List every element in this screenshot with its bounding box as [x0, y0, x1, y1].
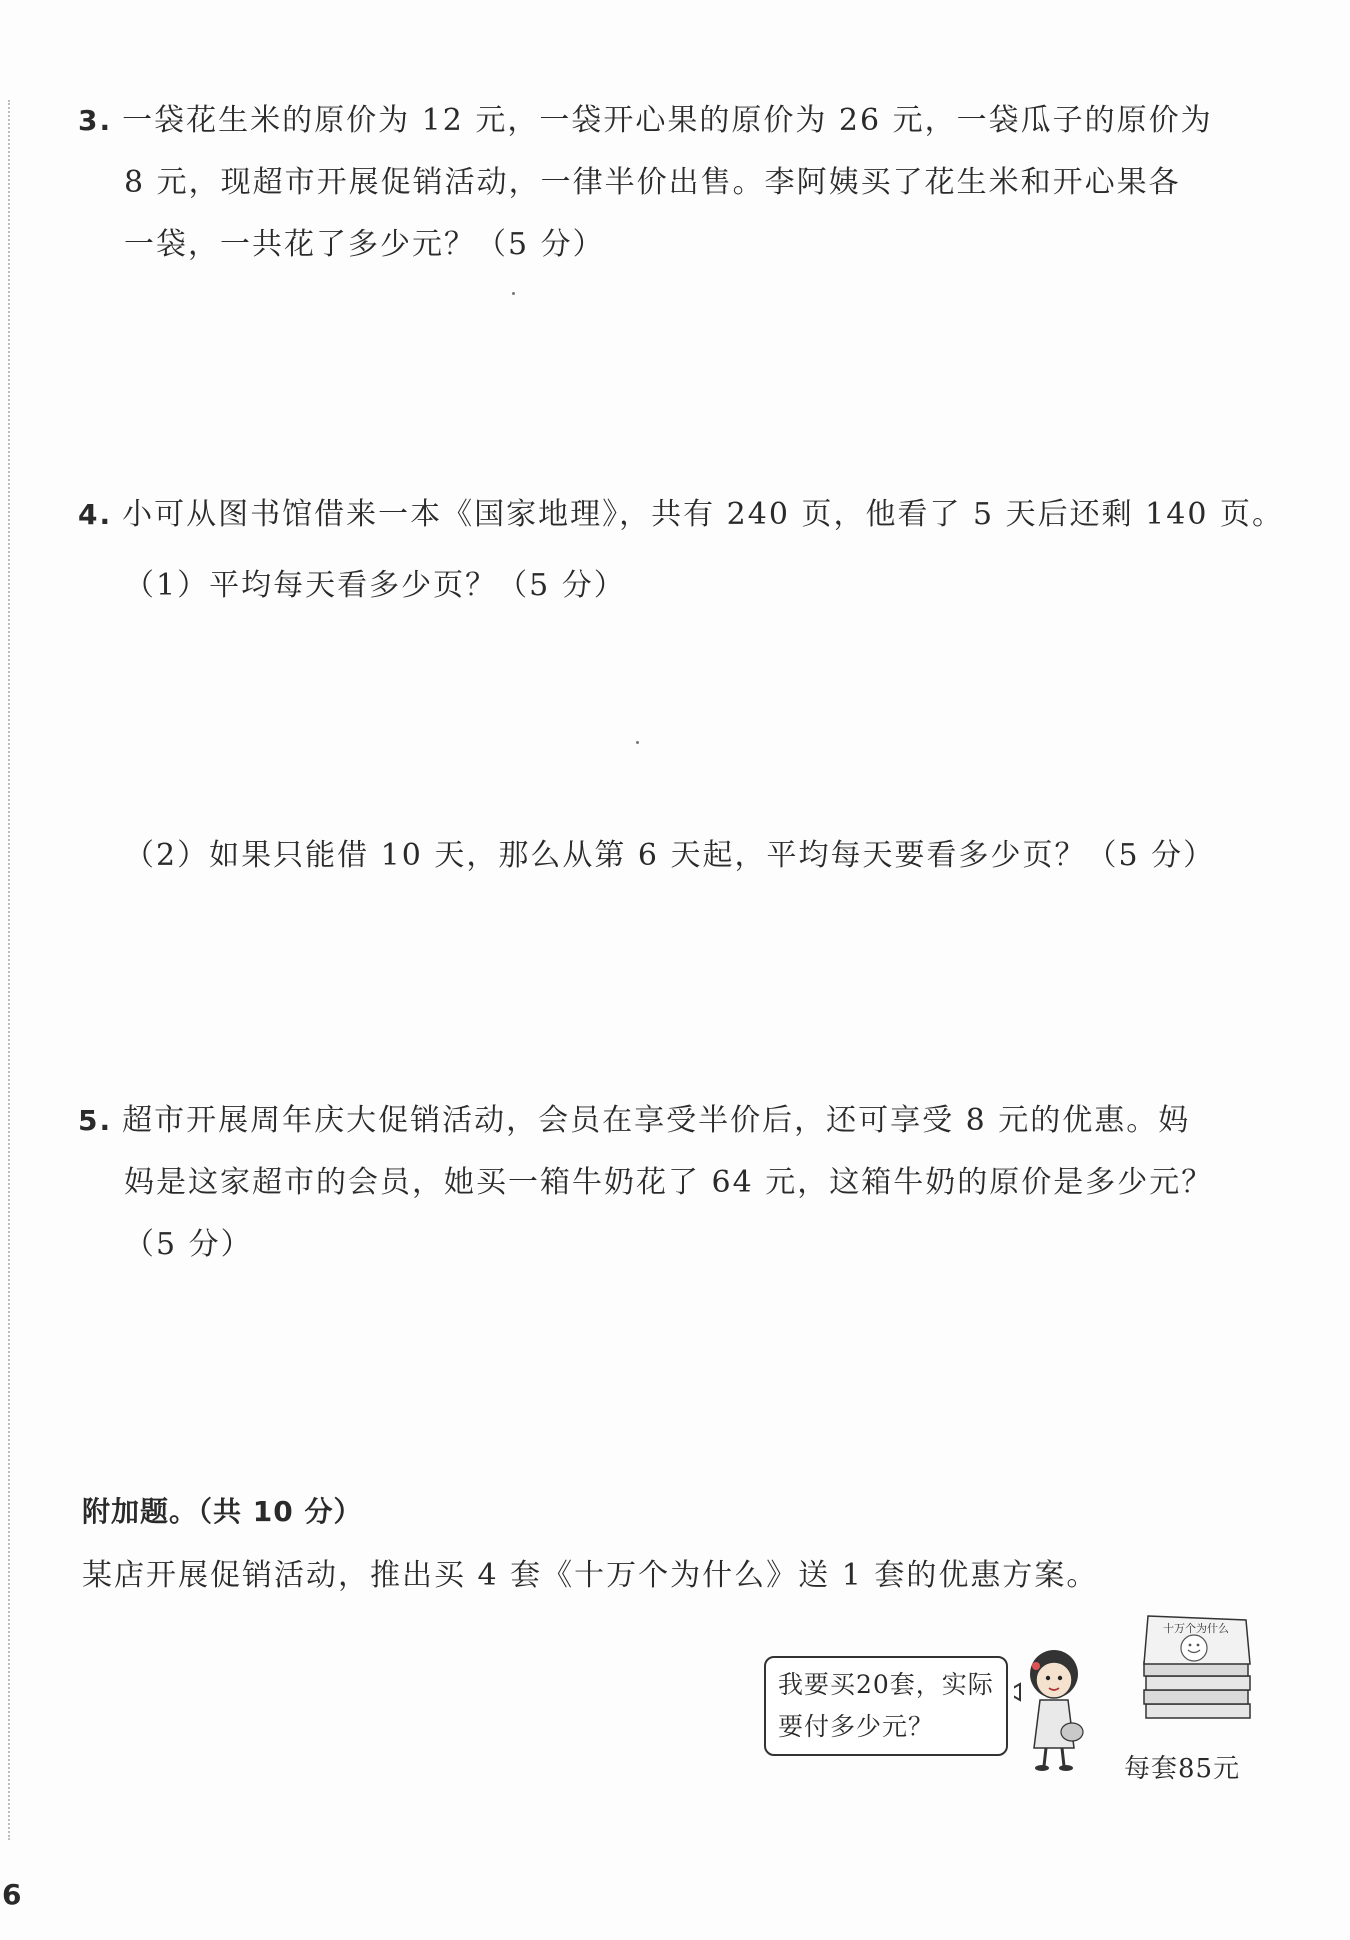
question-text-line: （5 分） — [124, 1227, 253, 1262]
question-text-line: 小可从图书馆借来一本《国家地理》，共有 240 页，他看了 5 天后还剩 140 页。 — [122, 497, 1284, 532]
book-cover-title: 十万个为什么 — [1163, 1622, 1229, 1635]
speech-line: 要付多少元？ — [778, 1712, 935, 1741]
question-3 — [78, 90, 1278, 276]
binding-dotted-line — [8, 100, 10, 1840]
question-text-line: 一袋花生米的原价为 12 元，一袋开心果的原价为 26 元，一袋瓜子的原价为 — [122, 103, 1213, 138]
price-label: 每套85元 — [1124, 1754, 1241, 1784]
scan-dot — [636, 741, 639, 744]
question-number: 4. — [78, 498, 113, 531]
question-5 — [78, 1090, 1278, 1276]
bonus-text: 某店开展促销活动，推出买 4 套《十万个为什么》送 1 套的优惠方案。 — [82, 1558, 1099, 1593]
question-4 — [78, 484, 1284, 546]
scan-dot — [512, 292, 515, 295]
book-stack-illustration — [1134, 1612, 1264, 1740]
question-number: 5. — [78, 1104, 113, 1137]
girl-illustration — [1014, 1644, 1094, 1774]
question-text-line: 8 元，现超市开展促销活动，一律半价出售。李阿姨买了花生米和开心果各 — [124, 165, 1181, 200]
bonus-title: 附加题。（共 10 分） — [82, 1495, 363, 1528]
question-text-line: 妈是这家超市的会员，她买一箱牛奶花了 64 元，这箱牛奶的原价是多少元？ — [124, 1165, 1214, 1200]
question-text-line: 一袋，一共花了多少元？（5 分） — [124, 227, 605, 262]
speech-bubble — [764, 1656, 1008, 1756]
question-4-part-1: （1）平均每天看多少页？（5 分） — [124, 568, 626, 603]
question-number: 3. — [78, 104, 113, 137]
page-number: 6 — [2, 1878, 22, 1911]
question-4-part-2: （2）如果只能借 10 天，那么从第 6 天起，平均每天要看多少页？（5 分） — [124, 838, 1216, 873]
question-text-line: 超市开展周年庆大促销活动，会员在享受半价后，还可享受 8 元的优惠。妈 — [122, 1103, 1191, 1138]
speech-line: 我要买20套，实际 — [778, 1670, 994, 1699]
